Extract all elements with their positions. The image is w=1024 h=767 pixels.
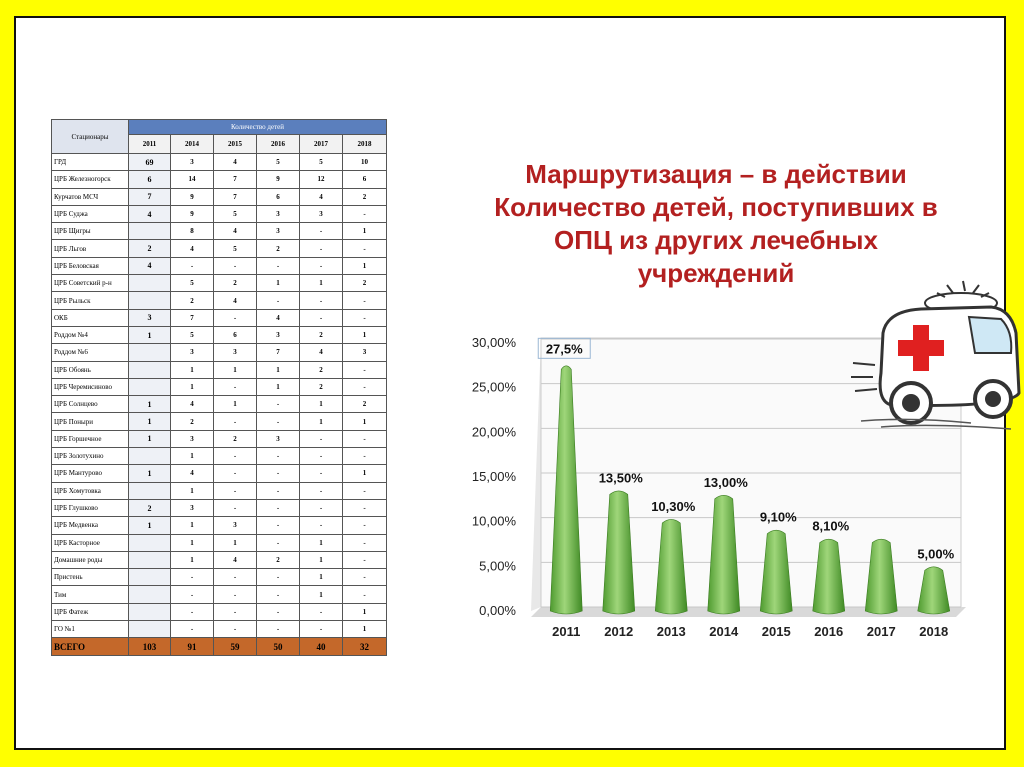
row-value: 2	[257, 551, 300, 568]
row-value: 3	[214, 344, 257, 361]
row-value	[129, 361, 171, 378]
header-year: 2016	[257, 135, 300, 154]
row-value: 3	[171, 344, 214, 361]
row-value: 5	[214, 205, 257, 222]
row-value: 1	[300, 534, 343, 551]
row-value: 4	[300, 344, 343, 361]
row-name: ЦРБ Щигры	[52, 223, 129, 240]
row-value: -	[343, 482, 387, 499]
row-value: 1	[343, 603, 387, 620]
header-stationary: Стационары	[52, 120, 129, 154]
total-value: 103	[129, 638, 171, 656]
row-value: 4	[129, 257, 171, 274]
row-name: ГО №1	[52, 621, 129, 638]
header-year: 2018	[343, 135, 387, 154]
row-value: -	[257, 603, 300, 620]
table-row	[52, 569, 387, 586]
row-value: 5	[257, 154, 300, 171]
row-name: ЦРБ Золотухино	[52, 448, 129, 465]
row-value: 1	[300, 413, 343, 430]
row-value: 1	[129, 430, 171, 447]
table-row	[52, 551, 387, 568]
row-name: ЦРБ Фатеж	[52, 603, 129, 620]
row-value: 3	[257, 205, 300, 222]
row-name: ЦРБ Касторное	[52, 534, 129, 551]
row-value: -	[214, 482, 257, 499]
row-value: 1	[171, 361, 214, 378]
title-line: Маршрутизация – в действии	[525, 159, 907, 189]
row-value	[129, 378, 171, 395]
row-value: -	[171, 569, 214, 586]
row-value: 3	[171, 430, 214, 447]
table-row	[52, 361, 387, 378]
row-value: 1	[343, 465, 387, 482]
row-value	[129, 534, 171, 551]
data-label: 10,30%	[651, 498, 696, 514]
row-value: 2	[300, 326, 343, 343]
row-value: -	[214, 603, 257, 620]
header-year: 2015	[214, 135, 257, 154]
row-value	[129, 275, 171, 292]
row-value: 3	[257, 430, 300, 447]
row-value: 3	[343, 344, 387, 361]
table-row	[52, 621, 387, 638]
children-count-table-wrap	[51, 119, 386, 656]
row-value: -	[214, 257, 257, 274]
y-tick-label: 0,00%	[479, 603, 516, 618]
row-value: 4	[257, 309, 300, 326]
row-value: 4	[171, 465, 214, 482]
row-value: -	[171, 621, 214, 638]
row-value: 1	[300, 551, 343, 568]
y-tick-label: 30,00%	[471, 335, 516, 350]
row-value: -	[300, 240, 343, 257]
table-row	[52, 413, 387, 430]
header-count: Количество детей	[129, 120, 387, 135]
table-row	[52, 465, 387, 482]
total-value: 40	[300, 638, 343, 656]
ambulance-icon	[851, 281, 1019, 429]
row-value: 1	[257, 275, 300, 292]
row-value: -	[214, 499, 257, 516]
row-name: ЦРБ Солнцево	[52, 396, 129, 413]
row-value: 2	[171, 292, 214, 309]
table-row	[52, 378, 387, 395]
row-name: Роддом №4	[52, 326, 129, 343]
x-tick-label: 2013	[656, 624, 686, 639]
table-row	[52, 344, 387, 361]
row-value: 2	[257, 240, 300, 257]
row-value: 1	[257, 361, 300, 378]
row-value: 12	[300, 171, 343, 188]
row-value: 3	[257, 326, 300, 343]
header-year: 2011	[129, 135, 171, 154]
total-row	[52, 638, 387, 656]
row-value: 9	[257, 171, 300, 188]
row-value: 1	[300, 569, 343, 586]
row-value: 4	[214, 292, 257, 309]
row-value: 1	[129, 396, 171, 413]
row-value: -	[171, 586, 214, 603]
row-value: 1	[129, 517, 171, 534]
row-value: 1	[129, 413, 171, 430]
table-row	[52, 171, 387, 188]
data-label: 9,10%	[759, 509, 797, 525]
row-value: 1	[171, 378, 214, 395]
row-value: 3	[257, 223, 300, 240]
row-name: ЦРБ Суджа	[52, 205, 129, 222]
row-name: ЦРБ Горшечное	[52, 430, 129, 447]
total-value: 32	[343, 638, 387, 656]
row-value: -	[214, 621, 257, 638]
table-row	[52, 499, 387, 516]
table-row	[52, 275, 387, 292]
row-value: -	[343, 551, 387, 568]
row-value: -	[300, 448, 343, 465]
data-label: 8,10%	[812, 518, 850, 534]
row-value: 4	[171, 396, 214, 413]
row-value: -	[300, 621, 343, 638]
row-value: 3	[171, 154, 214, 171]
row-value: 4	[214, 551, 257, 568]
row-value: 2	[343, 396, 387, 413]
row-value: -	[257, 569, 300, 586]
row-value: 1	[343, 326, 387, 343]
row-value: 5	[300, 154, 343, 171]
row-value: -	[257, 586, 300, 603]
table-row	[52, 154, 387, 171]
row-value: -	[300, 499, 343, 516]
row-value: 5	[214, 240, 257, 257]
row-name: ЦРБ Глушково	[52, 499, 129, 516]
row-value: 2	[129, 240, 171, 257]
table-row	[52, 603, 387, 620]
row-value: -	[300, 292, 343, 309]
row-value: -	[214, 448, 257, 465]
row-value: -	[257, 517, 300, 534]
row-value: 1	[300, 586, 343, 603]
row-value: 1	[129, 326, 171, 343]
row-value: -	[214, 309, 257, 326]
row-value: 1	[171, 551, 214, 568]
total-value: 91	[171, 638, 214, 656]
row-value: -	[257, 482, 300, 499]
row-value: 1	[257, 378, 300, 395]
row-value: 4	[214, 154, 257, 171]
row-value: -	[171, 257, 214, 274]
table-row	[52, 292, 387, 309]
table-row	[52, 517, 387, 534]
row-value: 1	[214, 361, 257, 378]
row-value: -	[343, 499, 387, 516]
row-value: -	[343, 430, 387, 447]
data-label: 13,00%	[703, 474, 748, 490]
table-row	[52, 448, 387, 465]
row-name: ЦРБ Хомутовка	[52, 482, 129, 499]
children-count-table	[51, 119, 387, 656]
row-value: 2	[300, 378, 343, 395]
total-label: ВСЕГО	[52, 638, 129, 656]
row-value: 1	[214, 396, 257, 413]
row-value: 10	[343, 154, 387, 171]
row-value: -	[343, 378, 387, 395]
row-value: -	[343, 517, 387, 534]
row-value: -	[257, 465, 300, 482]
title-line: учреждений	[637, 258, 795, 288]
row-value: -	[257, 413, 300, 430]
row-name: Роддом №6	[52, 344, 129, 361]
table-row	[52, 534, 387, 551]
row-value: -	[300, 482, 343, 499]
row-value: 5	[171, 326, 214, 343]
row-value: -	[343, 448, 387, 465]
row-value: 6	[129, 171, 171, 188]
row-value: 9	[171, 188, 214, 205]
row-name: ЦРБ Черемисиново	[52, 378, 129, 395]
row-value: -	[257, 534, 300, 551]
row-name: ЦРБ Рыльск	[52, 292, 129, 309]
row-value: 7	[214, 171, 257, 188]
row-name: ЦРБ Беловская	[52, 257, 129, 274]
row-value: -	[257, 621, 300, 638]
x-tick-label: 2014	[709, 624, 739, 639]
x-tick-label: 2016	[814, 624, 844, 639]
row-value: 6	[214, 326, 257, 343]
row-value: 1	[171, 448, 214, 465]
row-value: -	[343, 309, 387, 326]
y-tick-label: 25,00%	[471, 379, 516, 395]
row-value: 4	[214, 223, 257, 240]
row-value: 8	[171, 223, 214, 240]
row-value	[129, 551, 171, 568]
data-label: 27,5%	[545, 341, 583, 357]
row-value: 2	[343, 275, 387, 292]
row-value: 2	[214, 275, 257, 292]
row-value: 5	[171, 275, 214, 292]
row-name: Курчатов МСЧ	[52, 188, 129, 205]
row-value	[129, 621, 171, 638]
table-row	[52, 326, 387, 343]
total-value: 59	[214, 638, 257, 656]
table-row	[52, 257, 387, 274]
row-value: -	[343, 292, 387, 309]
header-year: 2014	[171, 135, 214, 154]
total-value: 50	[257, 638, 300, 656]
row-value	[129, 292, 171, 309]
row-name: ЦРБ Обоянь	[52, 361, 129, 378]
row-value: -	[343, 534, 387, 551]
row-value	[129, 569, 171, 586]
y-tick-label: 20,00%	[471, 424, 516, 440]
row-value: 2	[129, 499, 171, 516]
row-value: 69	[129, 154, 171, 171]
x-tick-label: 2015	[761, 624, 791, 639]
row-value: -	[343, 205, 387, 222]
data-label: 5,00%	[917, 546, 955, 562]
row-value: 6	[343, 171, 387, 188]
table-row	[52, 205, 387, 222]
row-value: 4	[171, 240, 214, 257]
row-value: 1	[300, 275, 343, 292]
table-row	[52, 223, 387, 240]
chart-side-wall	[531, 338, 541, 611]
slide	[14, 16, 1006, 750]
row-value	[129, 344, 171, 361]
row-value: 9	[171, 205, 214, 222]
row-name: Тим	[52, 586, 129, 603]
y-tick-label: 10,00%	[471, 513, 516, 529]
row-value: 1	[343, 413, 387, 430]
row-value: 2	[343, 188, 387, 205]
row-value: -	[300, 223, 343, 240]
chart-floor	[531, 607, 966, 617]
row-value: 7	[129, 188, 171, 205]
row-value: -	[257, 499, 300, 516]
table-row	[52, 586, 387, 603]
row-value: -	[214, 465, 257, 482]
y-tick-label: 15,00%	[471, 469, 516, 484]
row-value: -	[257, 448, 300, 465]
row-value: 1	[343, 257, 387, 274]
row-value: 2	[171, 413, 214, 430]
row-value: -	[300, 309, 343, 326]
row-value: 1	[214, 534, 257, 551]
row-name: ЦРБ Поныри	[52, 413, 129, 430]
row-value: -	[257, 396, 300, 413]
row-value: 6	[257, 188, 300, 205]
row-value: -	[343, 569, 387, 586]
row-value: 1	[171, 482, 214, 499]
row-value: -	[257, 257, 300, 274]
row-value: -	[257, 292, 300, 309]
row-value	[129, 448, 171, 465]
x-tick-label: 2012	[604, 624, 634, 639]
row-value: -	[300, 517, 343, 534]
row-value: 7	[171, 309, 214, 326]
row-value: 1	[343, 621, 387, 638]
row-value: 4	[300, 188, 343, 205]
row-name: ЦРБ Советский р-н	[52, 275, 129, 292]
x-tick-label: 2017	[866, 624, 896, 639]
row-value: -	[343, 240, 387, 257]
row-name: Пристень	[52, 569, 129, 586]
row-value: 3	[171, 499, 214, 516]
table-row	[52, 309, 387, 326]
row-name: ЦРБ Мантурово	[52, 465, 129, 482]
row-value: -	[300, 257, 343, 274]
title-line: ОПЦ из других лечебных	[554, 225, 878, 255]
row-name: ЦРБ Медвенка	[52, 517, 129, 534]
row-value: -	[214, 413, 257, 430]
row-value: 7	[257, 344, 300, 361]
row-value: -	[171, 603, 214, 620]
table-row	[52, 482, 387, 499]
x-tick-label: 2018	[919, 624, 949, 639]
row-name: ГРД	[52, 154, 129, 171]
data-label: 13,50%	[598, 470, 643, 486]
row-name: Домашние роды	[52, 551, 129, 568]
slide-title	[436, 158, 996, 290]
row-value: 1	[129, 465, 171, 482]
row-value: 3	[214, 517, 257, 534]
row-value: 1	[171, 517, 214, 534]
row-value: -	[343, 586, 387, 603]
table-row	[52, 430, 387, 447]
row-value: 4	[129, 205, 171, 222]
row-value: -	[300, 465, 343, 482]
row-value: 1	[171, 534, 214, 551]
table-row	[52, 396, 387, 413]
table-row	[52, 188, 387, 205]
row-name: ЦРБ Льгов	[52, 240, 129, 257]
row-value: 3	[129, 309, 171, 326]
row-value: -	[343, 361, 387, 378]
header-year: 2017	[300, 135, 343, 154]
row-value	[129, 223, 171, 240]
row-value: 1	[300, 396, 343, 413]
row-value: -	[214, 586, 257, 603]
row-value: -	[300, 430, 343, 447]
row-value: -	[214, 378, 257, 395]
row-value: -	[300, 603, 343, 620]
row-value: 14	[171, 171, 214, 188]
row-value	[129, 603, 171, 620]
row-value: 2	[214, 430, 257, 447]
row-value	[129, 482, 171, 499]
row-value	[129, 586, 171, 603]
row-name: ЦРБ Железногорск	[52, 171, 129, 188]
row-value: 2	[300, 361, 343, 378]
row-value: 3	[300, 205, 343, 222]
row-name: ОКБ	[52, 309, 129, 326]
row-value: 1	[343, 223, 387, 240]
table-row	[52, 240, 387, 257]
y-tick-label: 5,00%	[479, 558, 516, 574]
ambulance-illustration	[851, 273, 1021, 433]
title-line: Количество детей, поступивших в	[494, 192, 938, 222]
x-tick-label: 2011	[552, 624, 581, 639]
row-value: 7	[214, 188, 257, 205]
row-value: -	[214, 569, 257, 586]
